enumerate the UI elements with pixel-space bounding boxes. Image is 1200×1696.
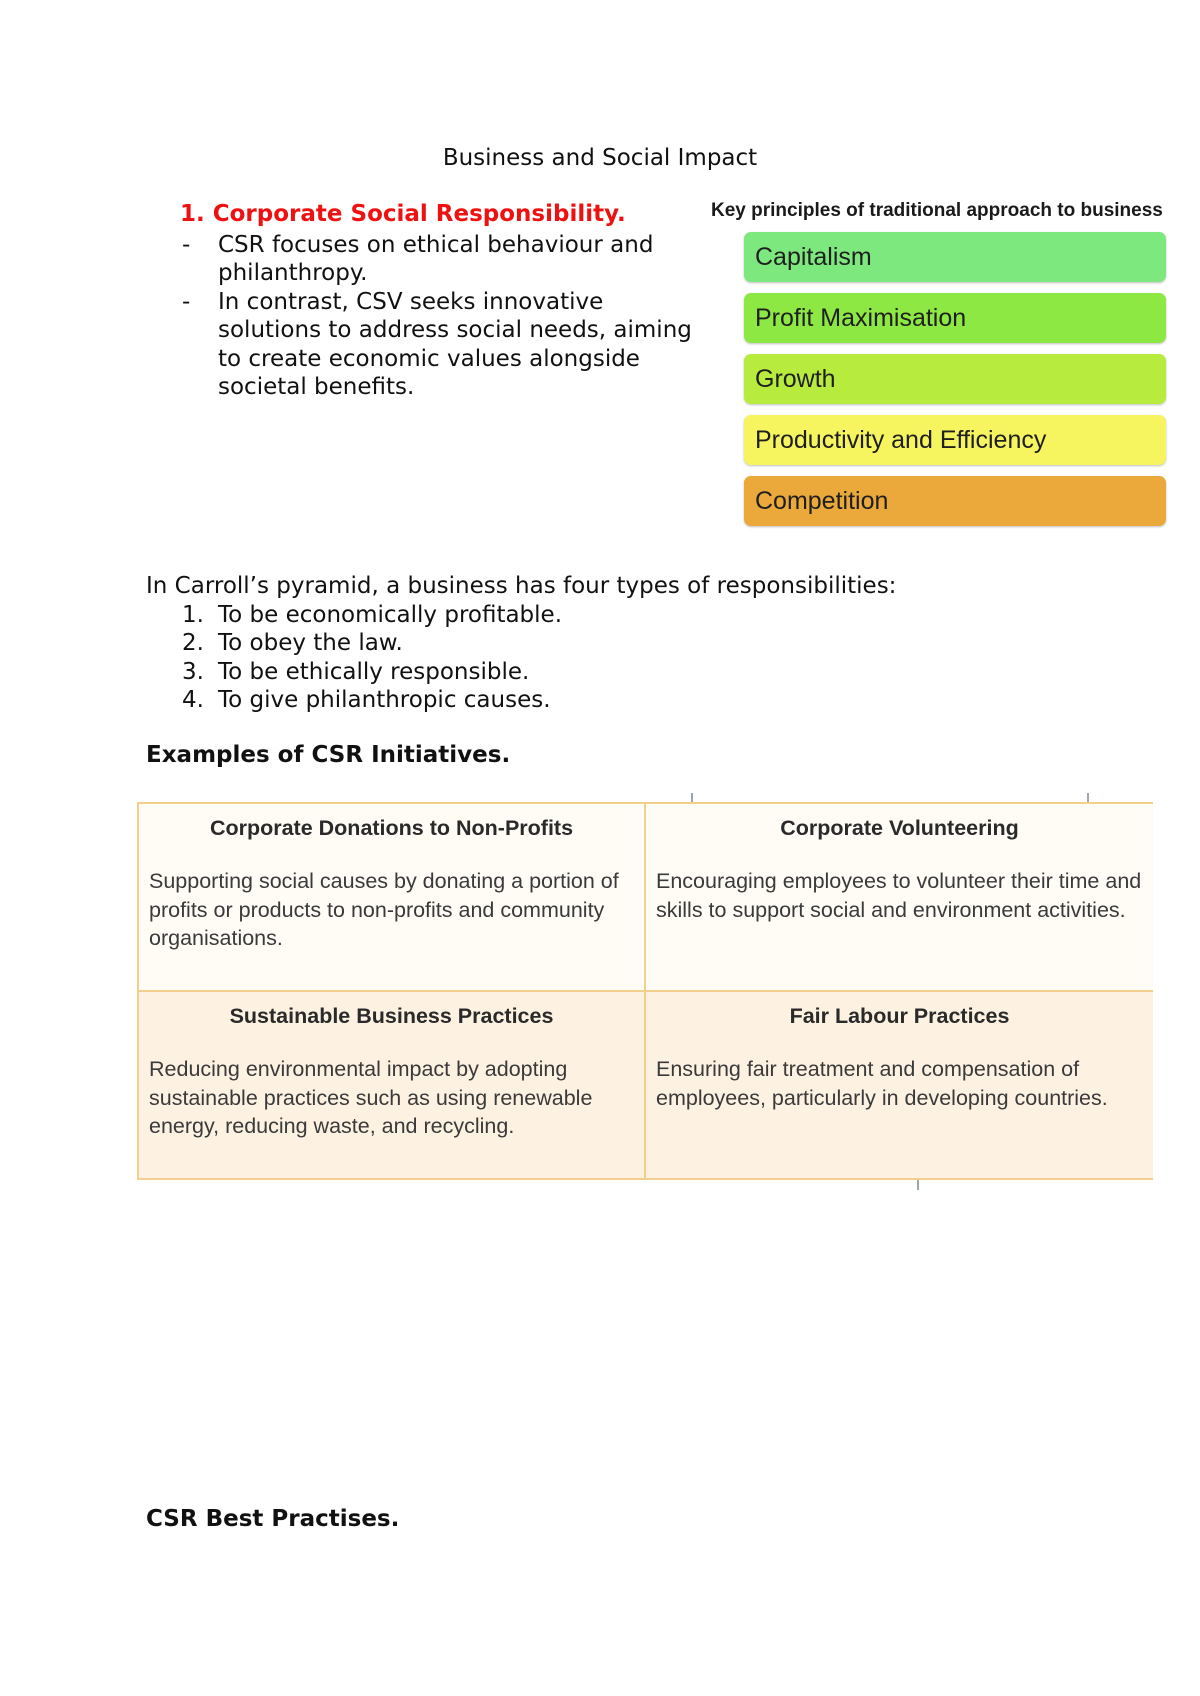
principle-capitalism: Capitalism	[744, 232, 1166, 282]
example-title: Corporate Donations to Non-Profits	[209, 816, 574, 840]
carroll-item	[146, 658, 1046, 687]
carroll-intro: In Carroll’s pyramid, a business has four types of responsibilities:	[146, 573, 897, 599]
csr-bullet	[180, 231, 700, 288]
example-cell	[646, 804, 1153, 992]
example-cell	[139, 804, 646, 992]
example-text: Encouraging employees to volunteer their time and skills to support social and environment activities.	[656, 869, 1142, 922]
carroll-item-number: 1.	[182, 601, 204, 628]
carroll-item-number: 4.	[182, 687, 204, 713]
example-text: Ensuring fair treatment and compensation of employees, particularly in developing countries.	[656, 1057, 1108, 1110]
bullet-dash: -	[182, 288, 191, 315]
best-practises-heading: CSR Best Practises.	[146, 1506, 400, 1532]
example-cell	[646, 992, 1153, 1178]
principle-competition: Competition	[744, 476, 1166, 526]
bullet-dash: -	[182, 231, 191, 258]
example-title: Corporate Volunteering	[780, 816, 1019, 840]
principles-figure	[711, 199, 1189, 539]
example-title: Fair Labour Practices	[789, 1004, 1010, 1028]
carroll-section	[146, 572, 1046, 715]
carroll-item-text: To be economically profitable.	[218, 601, 563, 628]
carroll-item-number: 2.	[182, 630, 204, 656]
csr-heading: 1. Corporate Social Responsibility.	[180, 201, 626, 227]
carroll-item-text: To be ethically responsible.	[218, 658, 530, 685]
csv-bullet-text: In contrast, CSV seeks innovative solutions to address social needs, aiming to create economic values alongside societal benefits.	[218, 288, 692, 400]
principle-profit-maximisation: Profit Maximisation	[744, 293, 1166, 343]
csv-bullet	[180, 288, 700, 402]
example-title: Sustainable Business Practices	[229, 1004, 554, 1028]
example-cell	[139, 992, 646, 1178]
principles-title: Key principles of traditional approach to business	[711, 200, 1163, 221]
carroll-item	[146, 601, 1046, 630]
carroll-list	[146, 601, 1046, 715]
grid-tick-mark	[917, 1180, 919, 1190]
csr-examples-grid	[137, 802, 1153, 1180]
example-text: Reducing environmental impact by adopting sustainable practices such as using renewable energy, reducing waste, and recycling.	[149, 1057, 593, 1138]
carroll-item-text: To give philanthropic causes.	[218, 687, 551, 713]
csr-section	[180, 200, 700, 402]
csr-bullet-text: CSR focuses on ethical behaviour and philanthropy.	[218, 231, 654, 286]
principle-productivity: Productivity and Efficiency	[744, 415, 1166, 465]
carroll-item	[146, 629, 1046, 658]
principle-growth: Growth	[744, 354, 1166, 404]
example-text: Supporting social causes by donating a portion of profits or products to non-profits and community organisations.	[149, 869, 619, 950]
examples-heading: Examples of CSR Initiatives.	[146, 742, 511, 768]
document-title: Business and Social Impact	[442, 145, 758, 171]
carroll-item	[146, 686, 1046, 715]
carroll-item-text: To obey the law.	[218, 630, 403, 656]
carroll-item-number: 3.	[182, 658, 204, 685]
